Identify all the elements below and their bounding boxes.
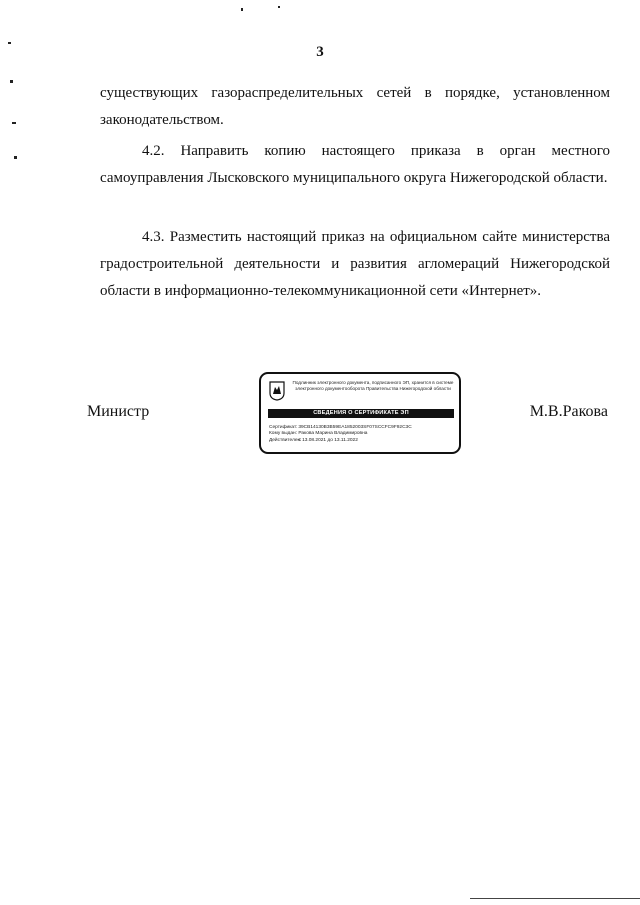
stamp-header-text: Подлинник электронного документа, подписанного ЭП, хранится в системе электронного документооборота Правительства Нижегородской области: [292, 380, 454, 391]
stamp-band: СВЕДЕНИЯ О СЕРТИФИКАТЕ ЭП: [268, 409, 454, 418]
paragraph-legislation: существующих газораспределительных сетей в порядке, установленном законодательством.: [100, 85, 610, 128]
scan-edge-line: [470, 898, 640, 899]
valid-label: Действителен:: [269, 437, 302, 443]
electronic-signature-stamp: [259, 372, 461, 454]
coat-of-arms-icon: [269, 381, 285, 401]
paragraph-4-3: 4.3. Разместить настоящий приказ на официальном сайте министерства градостроительной деятельности и развития агломераций Нижегородской области в информационно-телекоммуникационной сети «Интернет».: [100, 229, 610, 299]
scan-speck: [12, 122, 16, 124]
paragraph-4-2: 4.2. Направить копию настоящего приказа в орган местного самоуправления Лысковского муниципального округа Нижегородской области.: [100, 143, 610, 186]
signer-name: М.В.Ракова: [529, 403, 608, 420]
stamp-row-valid: [269, 438, 457, 444]
stamp-details: [269, 425, 457, 444]
valid-value: с 13.08.2021 до 13.11.2022: [298, 437, 358, 443]
signer-title: Министр: [87, 403, 150, 420]
scan-speck: [278, 6, 280, 8]
issued-to-label: Кому выдан:: [269, 431, 297, 437]
scan-speck: [8, 42, 11, 44]
certificate-value: 39CB14130B3B59EA1852003SF07SCCFC9F92C3C: [298, 425, 412, 430]
page-number: 3: [316, 44, 324, 60]
certificate-label: Сертификат:: [269, 425, 298, 430]
scan-speck: [10, 80, 13, 83]
scan-speck: [14, 156, 17, 159]
scan-speck: [241, 8, 243, 11]
issued-to-value: Ракова Марина Владимировна: [298, 431, 368, 437]
